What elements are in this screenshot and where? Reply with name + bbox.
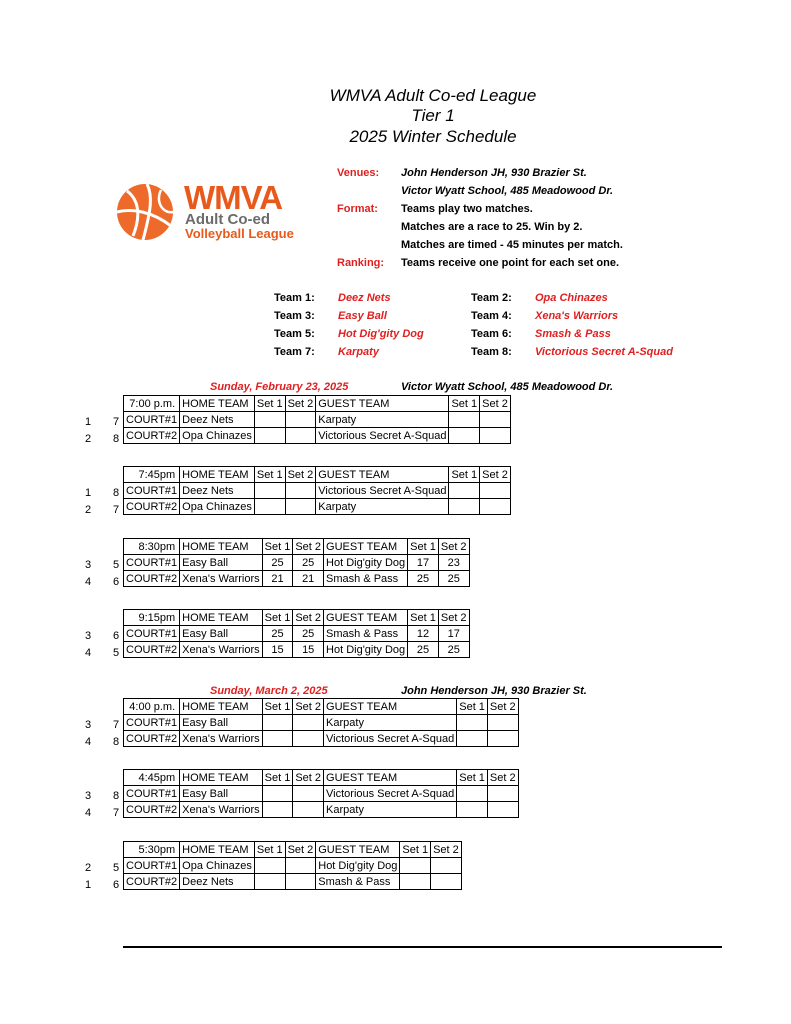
guest-set1-score: 12 <box>408 626 439 642</box>
team-3-label: Team 3: <box>274 310 315 322</box>
set1-header: Set 1 <box>449 467 480 483</box>
table-row <box>124 802 519 818</box>
guest-team-header: GUEST TEAM <box>324 539 408 555</box>
row-team-number: 8 <box>112 736 120 748</box>
guest-team-cell: Smash & Pass <box>324 626 408 642</box>
home-set1-score <box>262 786 293 802</box>
time-cell: 8:30pm <box>124 539 180 555</box>
table-row <box>124 626 470 642</box>
home-set1-score <box>262 715 293 731</box>
guest-set2-score <box>480 483 511 499</box>
team-6-label: Team 6: <box>471 328 512 340</box>
row-team-number: 6 <box>112 576 120 588</box>
row-team-number: 5 <box>112 862 120 874</box>
team-1-name: Deez Nets <box>338 292 391 304</box>
format-line-2: Matches are a race to 25. Win by 2. <box>401 221 583 233</box>
court-cell: COURT#1 <box>124 483 180 499</box>
home-set1-score: 25 <box>262 555 293 571</box>
set1-header: Set 1 <box>254 842 285 858</box>
guest-team-cell: Victorious Secret A-Squad <box>324 786 457 802</box>
guest-set1-score <box>457 786 488 802</box>
guest-set1-score <box>457 731 488 747</box>
set1-header: Set 1 <box>262 770 293 786</box>
guest-team-cell: Smash & Pass <box>324 571 408 587</box>
guest-set1-score <box>400 874 431 890</box>
match-table <box>123 395 511 444</box>
guest-set1-score <box>449 499 480 515</box>
table-row <box>124 412 511 428</box>
logo-line-1: Adult Co-ed <box>185 211 270 228</box>
home-team-header: HOME TEAM <box>180 770 263 786</box>
table-row <box>124 428 511 444</box>
set1-header: Set 1 <box>254 396 285 412</box>
row-group-number: 4 <box>84 807 92 819</box>
team-4-label: Team 4: <box>471 310 512 322</box>
set1-header: Set 1 <box>457 770 488 786</box>
home-set2-score <box>285 858 316 874</box>
home-set2-score <box>293 715 324 731</box>
home-set2-score <box>293 731 324 747</box>
row-team-number: 5 <box>112 647 120 659</box>
set2-header: Set 2 <box>438 539 469 555</box>
table-row <box>124 555 470 571</box>
title-line-1: WMVA Adult Co-ed League <box>329 86 537 105</box>
home-team-cell: Opa Chinazes <box>180 858 255 874</box>
guest-team-header: GUEST TEAM <box>316 842 400 858</box>
format-line-3: Matches are timed - 45 minutes per match. <box>401 239 623 251</box>
table-row <box>124 874 462 890</box>
set1-header: Set 1 <box>449 396 480 412</box>
guest-set1-score <box>449 412 480 428</box>
home-team-cell: Opa Chinazes <box>180 428 255 444</box>
home-team-cell: Opa Chinazes <box>180 499 255 515</box>
guest-set2-score <box>487 786 518 802</box>
format-label: Format: <box>337 203 378 215</box>
table-header-row <box>124 842 462 858</box>
guest-team-cell: Victorious Secret A-Squad <box>316 483 449 499</box>
guest-team-cell: Victorious Secret A-Squad <box>316 428 449 444</box>
court-cell: COURT#1 <box>124 412 180 428</box>
home-team-header: HOME TEAM <box>180 699 263 715</box>
guest-set1-score <box>457 715 488 731</box>
home-set2-score: 15 <box>293 642 324 658</box>
table-header-row <box>124 610 470 626</box>
guest-team-cell: Hot Dig'gity Dog <box>316 858 400 874</box>
set2-header: Set 2 <box>487 699 518 715</box>
guest-set1-score <box>400 858 431 874</box>
home-set2-score <box>285 874 316 890</box>
home-team-cell: Deez Nets <box>180 483 255 499</box>
row-team-number: 7 <box>112 504 120 516</box>
court-cell: COURT#2 <box>124 802 180 818</box>
day-2-venue: John Henderson JH, 930 Brazier St. <box>401 685 587 697</box>
match-table <box>123 769 519 818</box>
set1-header: Set 1 <box>262 699 293 715</box>
set1-header: Set 1 <box>457 699 488 715</box>
guest-set2-score: 25 <box>438 642 469 658</box>
venue-1: John Henderson JH, 930 Brazier St. <box>401 167 587 179</box>
table-row <box>124 858 462 874</box>
table-row <box>124 642 470 658</box>
row-team-number: 5 <box>112 559 120 571</box>
home-team-header: HOME TEAM <box>180 842 255 858</box>
table-header-row <box>124 770 519 786</box>
guest-team-cell: Smash & Pass <box>316 874 400 890</box>
home-team-cell: Xena's Warriors <box>180 802 263 818</box>
home-team-cell: Deez Nets <box>180 412 255 428</box>
home-team-cell: Xena's Warriors <box>180 571 263 587</box>
guest-team-header: GUEST TEAM <box>324 699 457 715</box>
guest-set2-score <box>487 731 518 747</box>
court-cell: COURT#1 <box>124 715 180 731</box>
guest-team-cell: Hot Dig'gity Dog <box>324 642 408 658</box>
court-cell: COURT#1 <box>124 858 180 874</box>
row-group-number: 3 <box>84 559 92 571</box>
table-header-row <box>124 396 511 412</box>
guest-set2-score <box>487 715 518 731</box>
home-team-cell: Easy Ball <box>180 786 263 802</box>
team-6-name: Smash & Pass <box>535 328 611 340</box>
time-cell: 7:00 p.m. <box>124 396 180 412</box>
home-set2-score <box>285 483 316 499</box>
home-set2-score <box>293 786 324 802</box>
guest-set2-score: 23 <box>438 555 469 571</box>
home-set1-score <box>254 483 285 499</box>
guest-set2-score <box>487 802 518 818</box>
team-3-name: Easy Ball <box>338 310 387 322</box>
home-set2-score <box>293 802 324 818</box>
logo-wordmark: WMVA <box>184 179 283 216</box>
home-set1-score: 15 <box>262 642 293 658</box>
guest-set1-score <box>449 428 480 444</box>
court-cell: COURT#2 <box>124 571 180 587</box>
format-line-1: Teams play two matches. <box>401 203 533 215</box>
guest-set2-score <box>431 874 462 890</box>
ranking-line-1: Teams receive one point for each set one. <box>401 257 620 269</box>
home-set1-score: 21 <box>262 571 293 587</box>
guest-team-header: GUEST TEAM <box>316 396 449 412</box>
row-group-number: 2 <box>84 504 92 516</box>
venue-2: Victor Wyatt School, 485 Meadowood Dr. <box>401 185 614 197</box>
venues-label: Venues: <box>337 167 380 179</box>
row-group-number: 4 <box>84 736 92 748</box>
set2-header: Set 2 <box>285 842 316 858</box>
match-table <box>123 538 470 587</box>
court-cell: COURT#2 <box>124 642 180 658</box>
match-table <box>123 466 511 515</box>
guest-team-cell: Victorious Secret A-Squad <box>324 731 457 747</box>
court-cell: COURT#2 <box>124 874 180 890</box>
team-4-name: Xena's Warriors <box>535 310 619 322</box>
guest-team-cell: Karpaty <box>324 802 457 818</box>
home-team-cell: Easy Ball <box>180 555 263 571</box>
home-set1-score <box>254 874 285 890</box>
set1-header: Set 1 <box>262 610 293 626</box>
set2-header: Set 2 <box>293 539 324 555</box>
set2-header: Set 2 <box>487 770 518 786</box>
guest-set2-score: 17 <box>438 626 469 642</box>
match-table <box>123 698 519 747</box>
home-set1-score <box>262 731 293 747</box>
day-2-date: Sunday, March 2, 2025 <box>210 685 328 697</box>
guest-team-header: GUEST TEAM <box>316 467 449 483</box>
row-group-number: 2 <box>84 862 92 874</box>
guest-set2-score <box>431 858 462 874</box>
court-cell: COURT#2 <box>124 731 180 747</box>
court-cell: COURT#2 <box>124 428 180 444</box>
table-row <box>124 731 519 747</box>
set2-header: Set 2 <box>293 699 324 715</box>
home-team-cell: Xena's Warriors <box>180 731 263 747</box>
team-5-label: Team 5: <box>274 328 315 340</box>
court-cell: COURT#1 <box>124 555 180 571</box>
match-table <box>123 609 470 658</box>
time-cell: 9:15pm <box>124 610 180 626</box>
set1-header: Set 1 <box>262 539 293 555</box>
home-set2-score <box>285 428 316 444</box>
home-team-cell: Deez Nets <box>180 874 255 890</box>
guest-set1-score: 25 <box>408 571 439 587</box>
row-group-number: 3 <box>84 719 92 731</box>
court-cell: COURT#1 <box>124 626 180 642</box>
row-team-number: 6 <box>112 879 120 891</box>
row-group-number: 4 <box>84 576 92 588</box>
home-team-header: HOME TEAM <box>180 396 255 412</box>
time-cell: 7:45pm <box>124 467 180 483</box>
logo-line-2: Volleyball League <box>185 226 294 241</box>
home-set1-score <box>262 802 293 818</box>
table-header-row <box>124 467 511 483</box>
row-team-number: 6 <box>112 630 120 642</box>
home-set2-score <box>285 499 316 515</box>
guest-set1-score: 25 <box>408 642 439 658</box>
team-5-name: Hot Dig'gity Dog <box>338 328 424 340</box>
day-1-date: Sunday, February 23, 2025 <box>210 381 349 393</box>
league-logo <box>113 181 313 243</box>
set2-header: Set 2 <box>293 770 324 786</box>
row-team-number: 7 <box>112 416 120 428</box>
ranking-label: Ranking: <box>337 257 385 269</box>
set1-header: Set 1 <box>408 539 439 555</box>
team-7-name: Karpaty <box>338 346 379 358</box>
home-team-cell: Easy Ball <box>180 715 263 731</box>
home-team-cell: Xena's Warriors <box>180 642 263 658</box>
time-cell: 4:45pm <box>124 770 180 786</box>
home-set2-score: 25 <box>293 555 324 571</box>
row-team-number: 7 <box>112 807 120 819</box>
home-team-header: HOME TEAM <box>180 539 263 555</box>
guest-team-header: GUEST TEAM <box>324 770 457 786</box>
home-set2-score: 25 <box>293 626 324 642</box>
team-2-label: Team 2: <box>471 292 512 304</box>
guest-team-cell: Hot Dig'gity Dog <box>324 555 408 571</box>
row-group-number: 1 <box>84 879 92 891</box>
table-row <box>124 715 519 731</box>
guest-set2-score <box>480 412 511 428</box>
set2-header: Set 2 <box>293 610 324 626</box>
row-group-number: 3 <box>84 790 92 802</box>
set1-header: Set 1 <box>408 610 439 626</box>
row-group-number: 1 <box>84 487 92 499</box>
home-set2-score <box>285 412 316 428</box>
team-8-label: Team 8: <box>471 346 512 358</box>
time-cell: 4:00 p.m. <box>124 699 180 715</box>
set2-header: Set 2 <box>438 610 469 626</box>
home-set1-score <box>254 428 285 444</box>
set1-header: Set 1 <box>400 842 431 858</box>
guest-team-cell: Karpaty <box>316 412 449 428</box>
row-team-number: 8 <box>112 790 120 802</box>
table-header-row <box>124 699 519 715</box>
home-set1-score: 25 <box>262 626 293 642</box>
team-2-name: Opa Chinazes <box>535 292 608 304</box>
row-group-number: 3 <box>84 630 92 642</box>
day-1-venue: Victor Wyatt School, 485 Meadowood Dr. <box>401 381 614 393</box>
guest-set1-score <box>457 802 488 818</box>
home-set1-score <box>254 499 285 515</box>
set1-header: Set 1 <box>254 467 285 483</box>
court-cell: COURT#1 <box>124 786 180 802</box>
team-8-name: Victorious Secret A-Squad <box>535 346 673 358</box>
guest-set2-score <box>480 428 511 444</box>
table-row <box>124 499 511 515</box>
court-cell: COURT#2 <box>124 499 180 515</box>
row-team-number: 8 <box>112 433 120 445</box>
table-row <box>124 571 470 587</box>
row-group-number: 4 <box>84 647 92 659</box>
home-team-cell: Easy Ball <box>180 626 263 642</box>
home-set1-score <box>254 858 285 874</box>
guest-set2-score: 25 <box>438 571 469 587</box>
set2-header: Set 2 <box>285 467 316 483</box>
time-cell: 5:30pm <box>124 842 180 858</box>
guest-team-cell: Karpaty <box>316 499 449 515</box>
set2-header: Set 2 <box>285 396 316 412</box>
table-header-row <box>124 539 470 555</box>
home-team-header: HOME TEAM <box>180 610 263 626</box>
table-row <box>124 786 519 802</box>
footer-rule <box>123 946 722 948</box>
team-1-label: Team 1: <box>274 292 315 304</box>
row-group-number: 1 <box>84 416 92 428</box>
guest-set2-score <box>480 499 511 515</box>
team-7-label: Team 7: <box>274 346 315 358</box>
set2-header: Set 2 <box>480 467 511 483</box>
guest-team-header: GUEST TEAM <box>324 610 408 626</box>
row-team-number: 8 <box>112 487 120 499</box>
set2-header: Set 2 <box>431 842 462 858</box>
row-group-number: 2 <box>84 433 92 445</box>
set2-header: Set 2 <box>480 396 511 412</box>
home-team-header: HOME TEAM <box>180 467 255 483</box>
title-line-2: Tier 1 <box>411 106 455 125</box>
guest-team-cell: Karpaty <box>324 715 457 731</box>
table-row <box>124 483 511 499</box>
home-set2-score: 21 <box>293 571 324 587</box>
row-team-number: 7 <box>112 719 120 731</box>
title-line-3: 2025 Winter Schedule <box>349 127 517 146</box>
guest-set1-score <box>449 483 480 499</box>
volleyball-icon <box>113 182 177 242</box>
guest-set1-score: 17 <box>408 555 439 571</box>
match-table <box>123 841 462 890</box>
home-set1-score <box>254 412 285 428</box>
